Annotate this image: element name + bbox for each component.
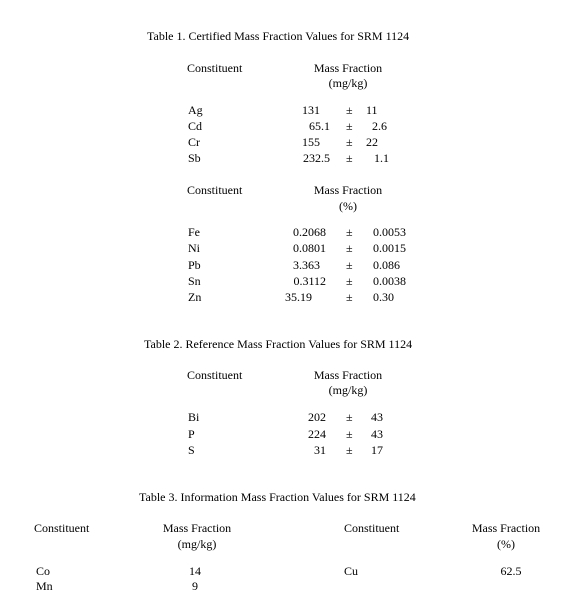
element-cell: Sn bbox=[188, 274, 201, 288]
table1-title: Table 1. Certified Mass Fraction Values for SRM 1124 bbox=[147, 29, 410, 43]
plus-minus: ± bbox=[346, 119, 353, 133]
uncertainty-cell: 22 bbox=[366, 135, 378, 149]
table1-b-col-constituent: Constituent bbox=[187, 183, 243, 197]
plus-minus: ± bbox=[346, 443, 353, 457]
value-cell: 14 bbox=[189, 564, 201, 578]
element-cell: Co bbox=[36, 564, 51, 578]
plus-minus: ± bbox=[346, 290, 353, 304]
table3-right-col-unit: (%) bbox=[497, 537, 515, 551]
uncertainty-cell: 2.6 bbox=[372, 119, 387, 133]
table3-left-col-mass-fraction: Mass Fraction bbox=[162, 521, 232, 535]
uncertainty-cell: 17 bbox=[371, 443, 383, 457]
table1-a-col-mass-fraction: Mass Fraction bbox=[313, 61, 383, 75]
element-cell: Zn bbox=[188, 290, 202, 304]
value-cell: 202 bbox=[308, 410, 326, 424]
value-cell: 65.1 bbox=[309, 119, 330, 133]
value-cell: 0.2068 bbox=[293, 225, 326, 239]
plus-minus: ± bbox=[346, 225, 353, 239]
uncertainty-cell: 0.30 bbox=[373, 290, 394, 304]
table3-right-col-mass-fraction: Mass Fraction bbox=[471, 521, 541, 535]
value-cell: 232.5 bbox=[303, 151, 330, 165]
uncertainty-cell: 0.0053 bbox=[373, 225, 406, 239]
element-cell: Bi bbox=[188, 410, 200, 424]
element-cell: S bbox=[188, 443, 195, 457]
value-cell: 9 bbox=[192, 579, 198, 593]
uncertainty-cell: 1.1 bbox=[374, 151, 389, 165]
uncertainty-cell: 43 bbox=[371, 410, 383, 424]
plus-minus: ± bbox=[346, 410, 353, 424]
table3-left-col-unit: (mg/kg) bbox=[177, 537, 217, 551]
element-cell: Ag bbox=[188, 103, 203, 117]
table2-col-unit: (mg/kg) bbox=[328, 383, 368, 397]
value-cell: 155 bbox=[302, 135, 320, 149]
plus-minus: ± bbox=[346, 258, 353, 272]
uncertainty-cell: 0.0015 bbox=[373, 241, 406, 255]
element-cell: Cr bbox=[188, 135, 200, 149]
uncertainty-cell: 11 bbox=[366, 103, 378, 117]
value-cell: 62.5 bbox=[500, 564, 522, 578]
table3-title: Table 3. Information Mass Fraction Values for SRM 1124 bbox=[139, 490, 416, 504]
plus-minus: ± bbox=[346, 241, 353, 255]
value-cell: 31 bbox=[314, 443, 326, 457]
element-cell: Ni bbox=[188, 241, 200, 255]
plus-minus: ± bbox=[346, 427, 353, 441]
element-cell: Pb bbox=[188, 258, 201, 272]
table1-b-col-unit: (%) bbox=[339, 199, 357, 213]
plus-minus: ± bbox=[346, 274, 353, 288]
value-cell: 0.3112 bbox=[293, 274, 326, 288]
element-cell: Sb bbox=[188, 151, 201, 165]
uncertainty-cell: 0.086 bbox=[373, 258, 400, 272]
uncertainty-cell: 0.0038 bbox=[373, 274, 406, 288]
value-cell: 131 bbox=[302, 103, 320, 117]
plus-minus: ± bbox=[346, 103, 353, 117]
table2-title: Table 2. Reference Mass Fraction Values for SRM 1124 bbox=[144, 337, 413, 351]
value-cell: 3.363 bbox=[293, 258, 320, 272]
uncertainty-cell: 43 bbox=[371, 427, 383, 441]
element-cell: P bbox=[188, 427, 195, 441]
plus-minus: ± bbox=[346, 135, 353, 149]
table1-a-col-constituent: Constituent bbox=[187, 61, 243, 75]
table2-col-mass-fraction: Mass Fraction bbox=[313, 368, 383, 382]
element-cell: Fe bbox=[188, 225, 200, 239]
value-cell: 0.0801 bbox=[293, 241, 326, 255]
element-cell: Cu bbox=[344, 564, 359, 578]
table2-col-constituent: Constituent bbox=[187, 368, 243, 382]
element-cell: Cd bbox=[188, 119, 203, 133]
table1-b-col-mass-fraction: Mass Fraction bbox=[313, 183, 383, 197]
element-cell: Mn bbox=[36, 579, 53, 593]
table3-left-col-constituent: Constituent bbox=[34, 521, 90, 535]
value-cell: 224 bbox=[308, 427, 326, 441]
table3-right-col-constituent: Constituent bbox=[344, 521, 400, 535]
plus-minus: ± bbox=[346, 151, 353, 165]
table1-a-col-unit: (mg/kg) bbox=[328, 76, 368, 90]
value-cell: 35.19 bbox=[285, 290, 312, 304]
